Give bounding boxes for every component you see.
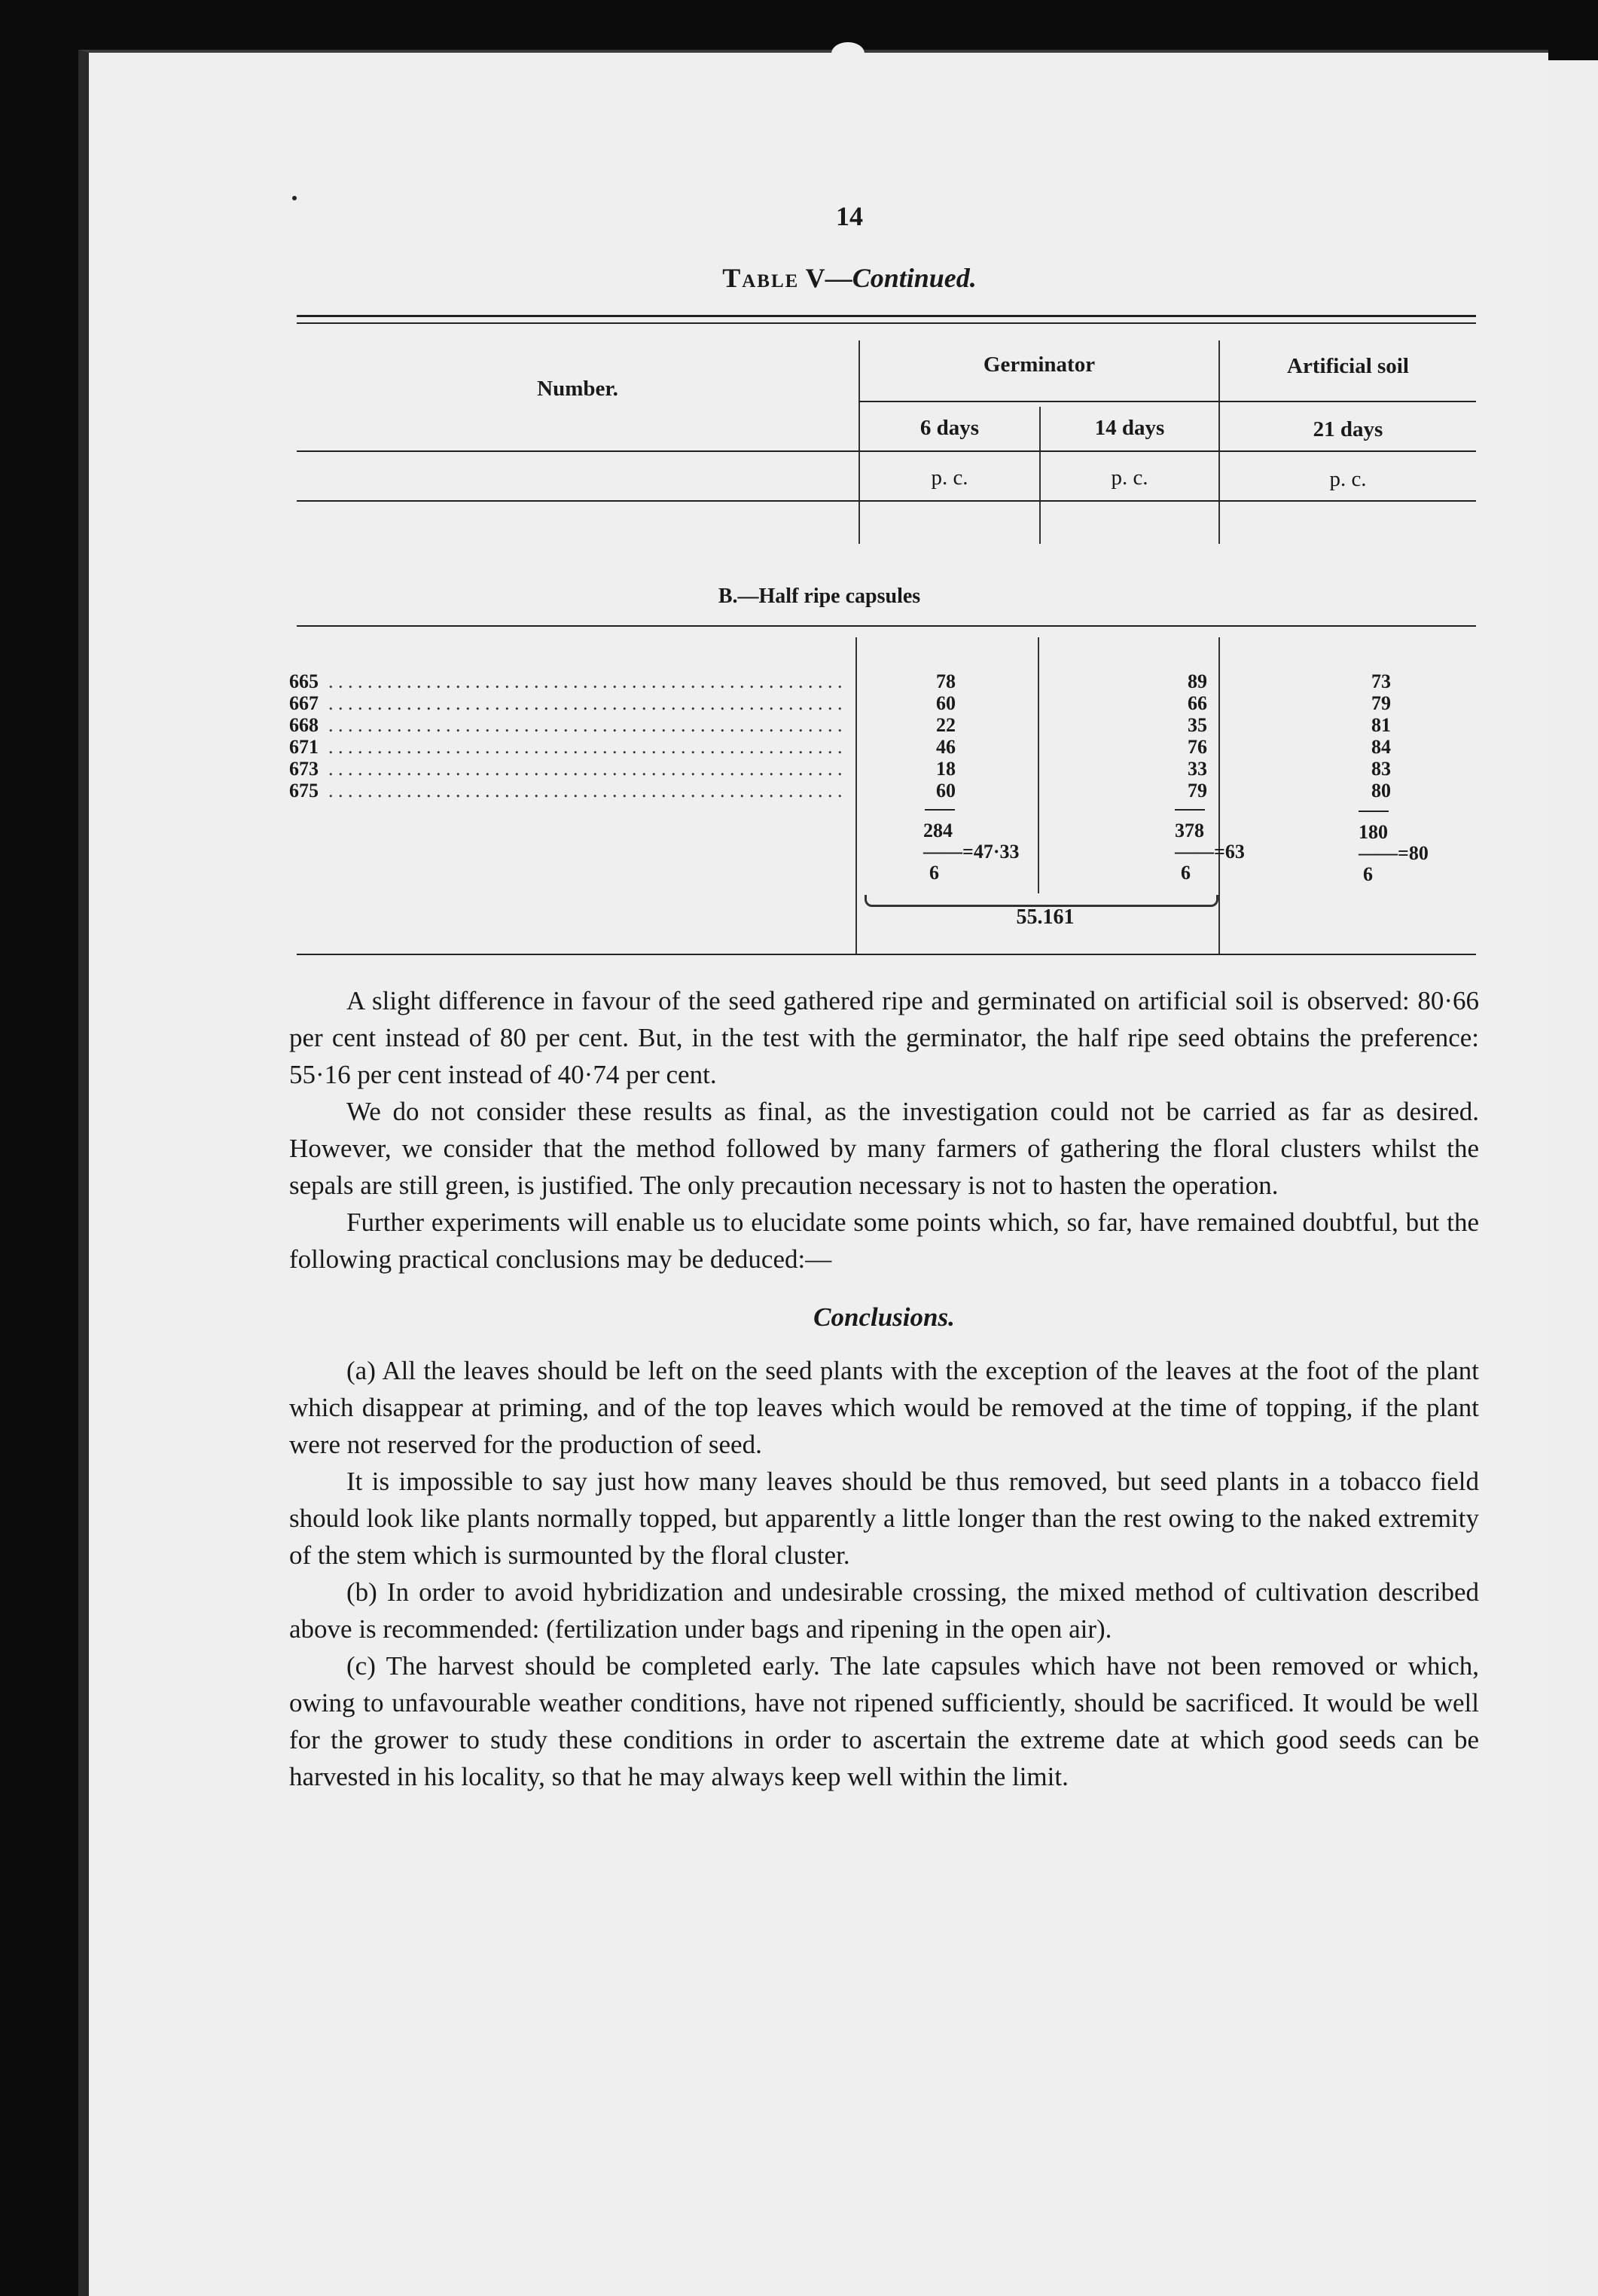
paragraph-a: (a) All the leaves should be left on the seed plants with the exception of the leaves at the foot of the plant which disappear at priming, and of the top leaves which would be removed at the time of topping, if the plant were not reserved for the production of seed.: [289, 1356, 1479, 1459]
header-bottom-rule: [297, 500, 1476, 502]
sum-rule-3: [1359, 811, 1389, 812]
values-6-days: [923, 670, 968, 801]
conclusions-heading: Conclusions.: [813, 1302, 955, 1332]
paragraph-b: (b) In order to avoid hybridization and undesirable crossing, the mixed method of cultivation described above is recommended: (fertilization under bags and ripening in the open air).: [289, 1577, 1479, 1644]
data-column-divider-1: [855, 637, 857, 954]
cell-value: 79: [1188, 780, 1207, 801]
header-number: Number.: [537, 377, 618, 401]
paragraph-a-continued: It is impossible to say just how many leaves should be thus removed, but seed plants in a tobacco field should look like plants normally topped, but apparently a little longer than the rest owing to the naked extremity of the stem which is surmounted by the floral cluster.: [289, 1467, 1479, 1570]
average-21-days: ——=80: [1359, 842, 1429, 864]
cell-value: 33: [1188, 758, 1207, 780]
dot-leaders: . . . . . . . . . . . . . . . . . . . . . . . . . . . . . . . . . . . . . . . . . . . . . . . . . . . . . . . . . . . . . . . . . . . . . . . . . . . . . . . . . . . . . . . . . . . . . . . . . . . . . . . . . . . . . . . . . . . . . . . . . . . . . . . . . . . . . . . . . . . . . . . . . . . . . . . . . . . . . . . . . . . . . . . . . . . . . . . . . . . . . . . . . . . . . . . . . . . . . . . . . . . . . . . . . . . . . . . . . . . . . . . . . . . . . . . . . . . . . . . . . . . . . . . . . . . . . . . . . . . . . . . . . . . . . . . . . . . . . . . . . . . . . . . . . . . . . . . . . . . . . . . . . . . . . . . . . . . . . .: [328, 670, 843, 801]
table-caption: [616, 262, 1083, 294]
row-number: 665: [289, 670, 319, 692]
row-number: 667: [289, 692, 319, 714]
cell-value: 66: [1188, 692, 1207, 714]
row-number: 668: [289, 714, 319, 736]
header-germinator: Germinator: [983, 353, 1096, 377]
row-number: 673: [289, 758, 319, 780]
table-caption-prefix: Table: [722, 263, 800, 293]
cell-value: 35: [1188, 714, 1207, 736]
cell-value: 79: [1371, 692, 1391, 714]
cell-value: 84: [1371, 736, 1391, 758]
average-6-days: ——=47·33: [923, 841, 1020, 863]
subheader-rule: [858, 401, 1476, 402]
document-page: [78, 50, 1548, 2296]
unit-col2: p. c.: [1111, 466, 1148, 490]
cell-value: 60: [936, 692, 956, 714]
cell-value: 22: [936, 714, 956, 736]
table-caption-roman: V—: [799, 263, 852, 293]
cell-value: 78: [936, 670, 956, 692]
cell-value: 89: [1188, 670, 1207, 692]
header-artificial-soil: Artificial soil: [1287, 354, 1409, 378]
row-number: 671: [289, 736, 319, 758]
average-14-days: ——=63: [1175, 841, 1245, 863]
sum-rule-2: [1175, 809, 1205, 811]
total-21-days: 180: [1359, 821, 1388, 843]
cell-value: 46: [936, 736, 956, 758]
total-6-days: 284: [923, 820, 953, 841]
cell-value: 73: [1371, 670, 1391, 692]
section-rule: [297, 625, 1476, 627]
paragraph-c: (c) The harvest should be completed early. The late capsules which have not been removed or which, owing to unfavourable weather conditions, have not ripened sufficiently, should be sacrificed. It would be well for the grower to study these conditions in order to ascertain the extreme date at which good seeds can be harvested in his locality, so that he may always keep well within the limit.: [289, 1651, 1479, 1791]
divisor-21-days: 6: [1363, 863, 1373, 885]
data-column-divider-2: [1038, 637, 1039, 893]
paragraph-2: We do not consider these results as final, as the investigation could not be carried as far as desired. However, we consider that the method followed by many farmers of gathering the floral clusters whilst the sepals are still green, is justified. The only precaution necessary is not to hasten the operation.: [289, 1097, 1479, 1200]
table-bottom-rule: [297, 954, 1476, 955]
paper-notch: [831, 42, 865, 65]
table-top-rule-1: [297, 315, 1476, 317]
germinator-overall: 55.161: [1016, 905, 1075, 929]
row-number: 675: [289, 780, 319, 801]
cell-value: 76: [1188, 736, 1207, 758]
unit-col3: p. c.: [1329, 467, 1367, 491]
paragraph-3: Further experiments will enable us to elucidate some points which, so far, have remained doubtful, but the following practical conclusions may be deduced:—: [289, 1208, 1479, 1274]
table-caption-suffix: Continued.: [852, 263, 977, 293]
page-number: 14: [836, 201, 863, 231]
values-21-days: [1359, 670, 1404, 801]
body-text: [289, 982, 1479, 1795]
days-rule: [297, 450, 1476, 452]
cell-value: 81: [1371, 714, 1391, 736]
ink-speck: [292, 196, 297, 200]
unit-col1: p. c.: [931, 466, 968, 490]
paragraph-1: A slight difference in favour of the seed gathered ripe and germinated on artificial soil is observed: 80·66 per cent instead of 80 per cent. But, in the test with the germinator, the half ripe seed obtains the preference: 55·16 per cent instead of 40·74 per cent.: [289, 986, 1479, 1089]
table-top-rule-2: [297, 322, 1476, 324]
divisor-14-days: 6: [1181, 862, 1191, 884]
cell-value: 80: [1371, 780, 1391, 801]
cell-value: 83: [1371, 758, 1391, 780]
values-14-days: [1175, 670, 1220, 801]
sum-rule-1: [925, 809, 955, 811]
divisor-6-days: 6: [929, 862, 939, 884]
cell-value: 60: [936, 780, 956, 801]
header-14-days: 14 days: [1094, 416, 1165, 440]
total-14-days: 378: [1175, 820, 1204, 841]
header-21-days: 21 days: [1313, 417, 1383, 441]
row-numbers: [289, 670, 319, 801]
cell-value: 18: [936, 758, 956, 780]
section-label: B.—Half ripe capsules: [718, 585, 921, 608]
header-6-days: 6 days: [919, 416, 980, 440]
